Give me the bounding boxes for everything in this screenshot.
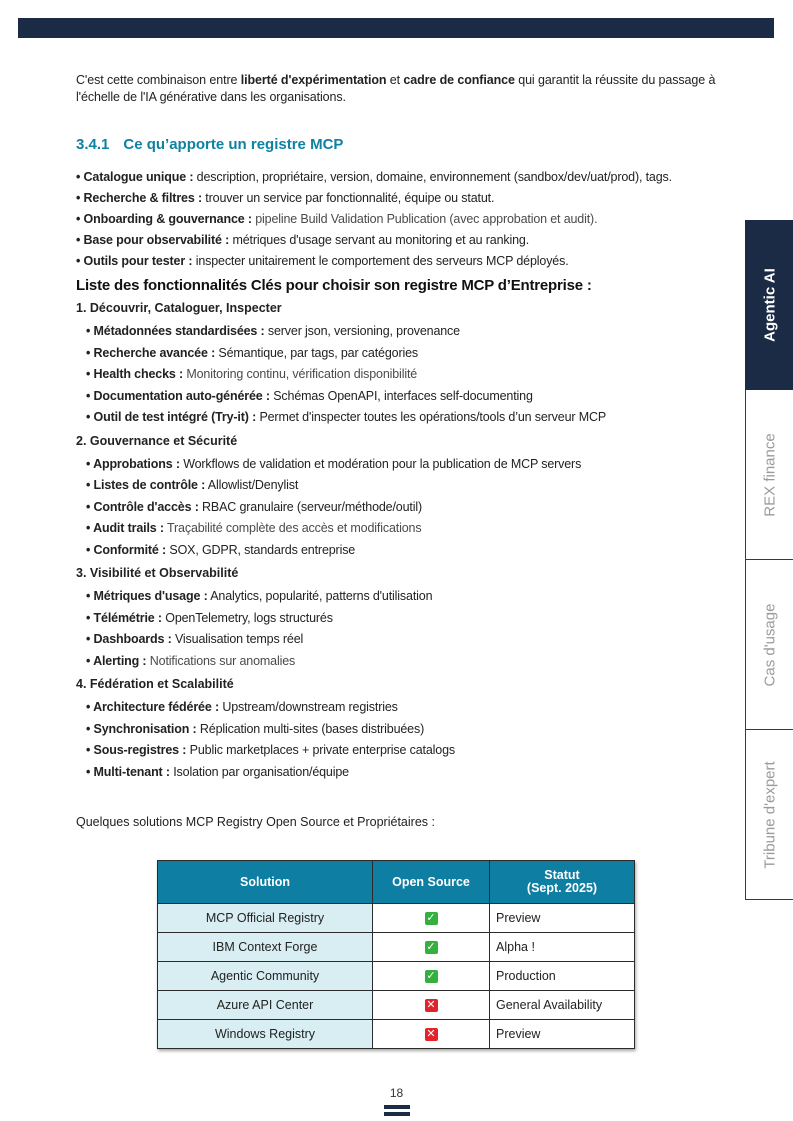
item-text: Isolation par organisation/équipe [169, 764, 349, 779]
item-label: • Recherche & filtres : [76, 191, 202, 205]
item-text: métriques d'usage servant au monitoring et au ranking. [229, 233, 530, 247]
item-text: Sémantique, par tags, par catégories [215, 345, 418, 360]
group-list [76, 454, 736, 562]
list-item [86, 386, 736, 408]
item-text: Permet d'inspecter toutes les opérations/tools d’un serveur MCP [256, 410, 607, 424]
intro-bold: cadre de confiance [403, 73, 515, 87]
item-text: Visualisation temps réel [171, 632, 304, 646]
group-list [76, 586, 736, 672]
tab-agentic-ai[interactable] [745, 220, 793, 390]
item-label: • Télémétrie : [86, 610, 162, 625]
group-title: 2. Gouvernance et Sécurité [76, 433, 238, 448]
item-label: • Recherche avancée : [86, 345, 216, 360]
item-text: description, propriétaire, version, domaine, environnement (sandbox/dev/uat/prod), tags. [193, 170, 672, 184]
item-label: • Outil de test intégré (Try-it) : [86, 410, 257, 424]
header-status-line2: (Sept. 2025) [526, 881, 598, 895]
table-row [158, 1020, 635, 1049]
cross-icon: ✕ [426, 999, 436, 1012]
group-title: 3. Visibilité et Observabilité [76, 566, 239, 580]
item-text: Traçabilité complète des accès et modifications [163, 521, 422, 535]
group-list [76, 697, 736, 783]
item-text: Monitoring continu, vérification disponibilité [183, 367, 418, 381]
cell-solution: Windows Registry [158, 1020, 373, 1049]
list-item [76, 251, 736, 272]
list-item [86, 586, 736, 608]
table-row [158, 933, 635, 962]
list-item [86, 321, 736, 343]
footer-logo-bars [384, 1105, 410, 1119]
list-item [86, 629, 736, 651]
cell-status: Production [490, 962, 635, 991]
cell-status: Alpha ! [490, 933, 635, 962]
table-row [158, 962, 635, 991]
item-label: • Synchronisation : [86, 721, 197, 736]
list-item [86, 740, 736, 762]
item-label: • Sous-registres : [86, 743, 187, 757]
item-text: server json, versioning, provenance [264, 324, 460, 338]
list-item [76, 167, 736, 188]
item-text: inspecter unitairement le comportement des serveurs MCP déployés. [192, 254, 569, 268]
tab-cas-usage[interactable] [745, 560, 793, 730]
check-icon: ✓ [426, 970, 436, 983]
item-label: • Approbations : [86, 456, 180, 471]
table-row [158, 904, 635, 933]
tab-label: REX finance [761, 432, 778, 517]
list-item [86, 651, 736, 673]
group-title: 1. Découvrir, Cataloguer, Inspecter [76, 301, 282, 315]
section-number: 3.4.1 [76, 136, 110, 153]
cell-open-source [373, 962, 490, 991]
section-title: Ce qu’apporte un registre MCP [123, 136, 344, 153]
check-icon: ✓ [426, 912, 436, 925]
item-text: Allowlist/Denylist [205, 478, 299, 492]
cell-open-source [373, 904, 490, 933]
cell-solution: IBM Context Forge [158, 933, 373, 962]
list-item [86, 518, 736, 540]
item-text: Réplication multi-sites (bases distribuées) [196, 721, 425, 736]
header-status-line1: Statut [544, 868, 580, 882]
tab-label: Cas d'usage [761, 603, 778, 686]
list-item [86, 540, 736, 562]
tab-label: Tribune d'expert [761, 760, 778, 869]
list-item [86, 475, 736, 497]
item-label: • Catalogue unique : [76, 170, 194, 184]
item-label: • Audit trails : [86, 521, 164, 535]
cross-icon: ✕ [426, 1028, 436, 1041]
cell-open-source [373, 1020, 490, 1049]
cell-solution: Azure API Center [158, 991, 373, 1020]
list-item [76, 188, 736, 209]
cell-status: General Availability [490, 991, 635, 1020]
list-item [86, 364, 736, 386]
item-text: Public marketplaces + private enterprise catalogs [186, 743, 456, 757]
list-item [86, 719, 736, 741]
list-item [86, 454, 736, 476]
list-item [76, 209, 736, 230]
header-open-source: Open Source [373, 861, 490, 904]
item-text: OpenTelemetry, logs structurés [161, 610, 333, 625]
list-item [86, 608, 736, 630]
item-label: • Métriques d'usage : [86, 589, 208, 603]
registry-solutions-table [157, 860, 635, 1049]
intro-text: et [386, 73, 404, 87]
check-icon: ✓ [426, 941, 436, 954]
side-tab-nav [745, 220, 793, 900]
tab-rex-finance[interactable] [745, 390, 793, 560]
list-item [76, 230, 736, 251]
list-item [86, 407, 736, 429]
item-label: • Architecture fédérée : [86, 700, 219, 714]
item-label: • Documentation auto-générée : [86, 388, 270, 403]
item-text: Upstream/downstream registries [219, 700, 398, 714]
intro-bold: liberté d'expérimentation [240, 73, 387, 87]
item-label: • Dashboards : [86, 632, 172, 646]
item-label: • Alerting : [86, 653, 147, 668]
item-text: Schémas OpenAPI, interfaces self-documenting [269, 388, 533, 403]
list-item [86, 497, 736, 519]
item-label: • Listes de contrôle : [86, 478, 206, 492]
item-text: RBAC granulaire (serveur/méthode/outil) [198, 499, 422, 514]
tab-tribune-expert[interactable] [745, 730, 793, 900]
intro-paragraph [76, 72, 736, 106]
cell-status: Preview [490, 1020, 635, 1049]
header-solution: Solution [158, 861, 373, 904]
item-label: • Onboarding & gouvernance : [76, 212, 252, 226]
cell-open-source [373, 991, 490, 1020]
page-number: 18 [389, 1086, 404, 1100]
list-item [86, 343, 736, 365]
tab-label: Agentic AI [761, 267, 778, 342]
item-text: Notifications sur anomalies [146, 653, 296, 668]
header-status [490, 861, 635, 904]
cell-open-source [373, 933, 490, 962]
cell-status: Preview [490, 904, 635, 933]
page-content [76, 72, 736, 837]
table-row [158, 991, 635, 1020]
cell-solution: Agentic Community [158, 962, 373, 991]
intro-text: C'est cette combinaison entre [76, 73, 241, 87]
table-header-row [158, 861, 635, 904]
group-list [76, 321, 736, 429]
item-text: Workflows de validation et modération pour la publication de MCP servers [179, 456, 582, 471]
item-text: Analytics, popularité, patterns d'utilisation [207, 589, 433, 603]
intro-text: qui garantit la réussite du passage à l'échelle de l'IA générative dans les organisations. [76, 73, 716, 104]
registry-benefits-list [76, 167, 736, 272]
item-label: • Health checks : [86, 367, 184, 381]
table-intro: Quelques solutions MCP Registry Open Source et Propriétaires : [76, 815, 435, 829]
group-title: 4. Fédération et Scalabilité [76, 677, 234, 691]
item-text: trouver un service par fonctionnalité, équipe ou statut. [201, 191, 495, 205]
item-label: • Contrôle d'accès : [86, 499, 199, 514]
section-heading [76, 136, 736, 153]
item-text: pipeline Build Validation Publication (avec approbation et audit). [251, 212, 598, 226]
features-heading: Liste des fonctionnalités Clés pour choisir son registre MCP d’Entreprise : [76, 277, 592, 294]
item-label: • Base pour observabilité : [76, 233, 230, 247]
cell-solution: MCP Official Registry [158, 904, 373, 933]
item-label: • Outils pour tester : [76, 254, 193, 268]
list-item [86, 697, 736, 719]
item-label: • Métadonnées standardisées : [86, 324, 265, 338]
item-label: • Conformité : [86, 542, 167, 557]
item-text: SOX, GDPR, standards entreprise [166, 542, 356, 557]
list-item [86, 762, 736, 784]
top-banner-bar [18, 18, 774, 38]
item-label: • Multi-tenant : [86, 764, 170, 779]
